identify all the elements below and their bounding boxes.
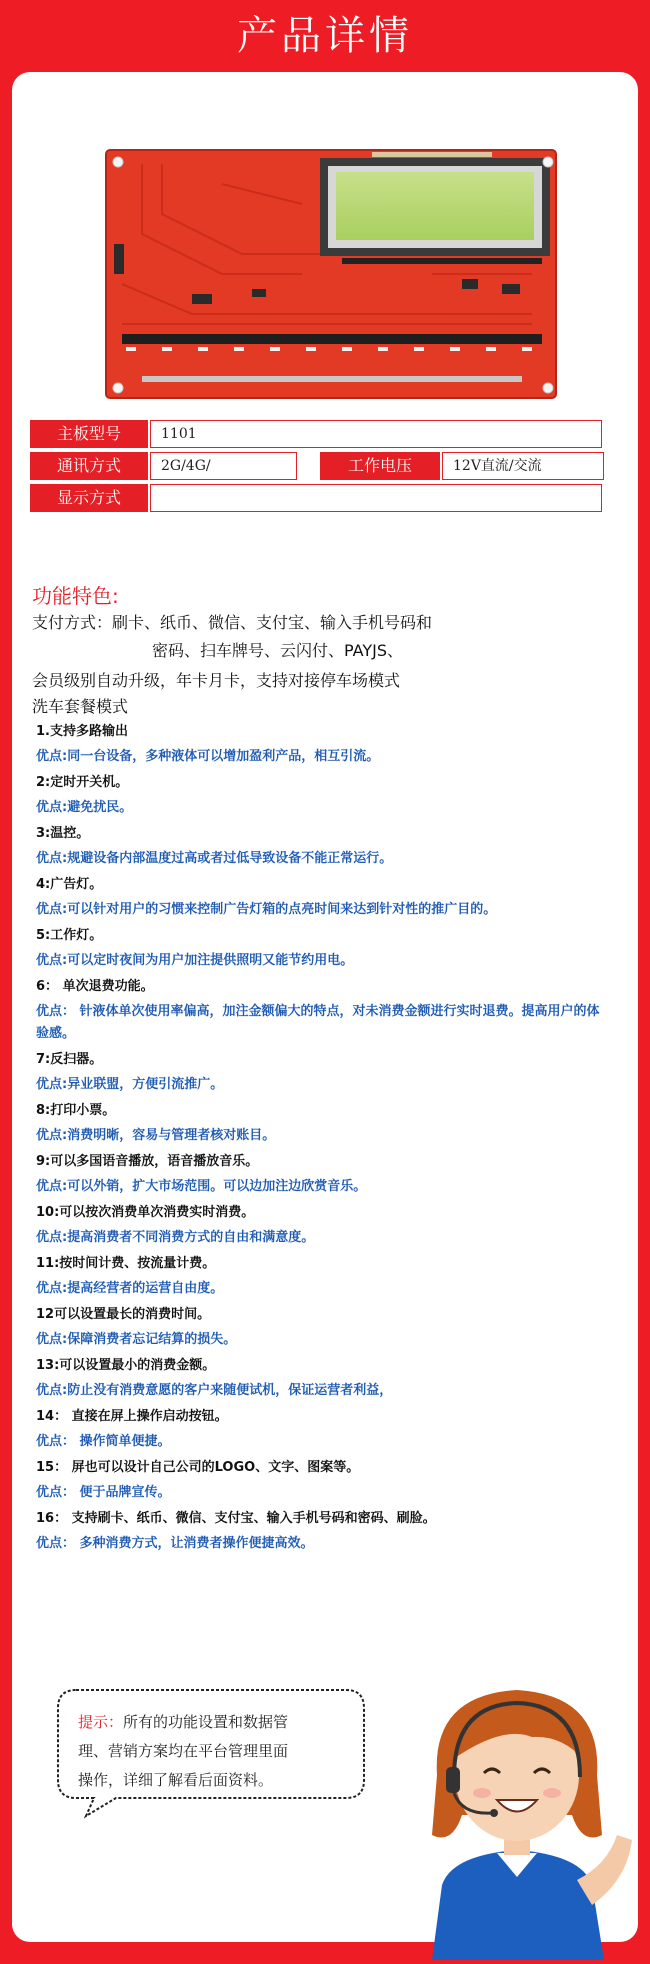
comm-value: 2G/4G/	[150, 452, 297, 480]
feature-benefit: 优点:避免扰民。	[36, 800, 133, 815]
display-value	[150, 484, 602, 512]
comm-label: 通讯方式	[30, 452, 148, 480]
feature-item	[36, 1203, 606, 1249]
tip-text-2: 理、营销方案均在平台管理里面	[78, 1742, 289, 1760]
feature-item	[36, 977, 606, 1045]
product-board-image	[102, 144, 562, 406]
feature-item	[36, 1152, 606, 1198]
feature-title: 16： 支持刷卡、纸币、微信、支付宝、输入手机号码和密码、刷脸。	[36, 1511, 436, 1526]
feature-benefit: 优点： 多种消费方式，让消费者操作便捷高效。	[36, 1536, 314, 1551]
tip-bubble	[46, 1680, 376, 1820]
feature-title: 10:可以按次消费单次消费实时消费。	[36, 1205, 255, 1220]
feature-item	[36, 824, 606, 870]
feature-benefit: 优点:防止没有消费意愿的客户来随便试机，保证运营者利益，	[36, 1383, 393, 1398]
feature-title: 11:按时间计费、按流量计费。	[36, 1256, 216, 1271]
spec-row-display	[30, 484, 602, 514]
feature-benefit: 优点:异业联盟，方便引流推广。	[36, 1077, 224, 1092]
spec-row-board-model	[30, 420, 602, 450]
feature-title: 7:反扫器。	[36, 1052, 103, 1067]
feature-title: 1.支持多路输出	[36, 724, 128, 739]
feature-benefit: 优点:提高经营者的运营自由度。	[36, 1281, 224, 1296]
feature-benefit: 优点： 便于品牌宣传。	[36, 1485, 171, 1500]
feature-item	[36, 722, 606, 768]
feature-title: 3:温控。	[36, 826, 90, 841]
feature-benefit: 优点:同一台设备，多种液体可以增加盈利产品，相互引流。	[36, 749, 380, 764]
customer-service-girl-illustration	[392, 1665, 642, 1960]
spec-table	[30, 420, 602, 516]
page-title: 产品详情	[237, 13, 413, 59]
payment-line-2: 密码、扫车牌号、云闪付、PAYJS、	[152, 641, 403, 660]
feature-item	[36, 1509, 606, 1555]
feature-item	[36, 1101, 606, 1147]
feature-title: 5:工作灯。	[36, 928, 103, 943]
tip-text	[78, 1708, 368, 1795]
payment-line-3: 会员级别自动升级，年卡月卡，支持对接停车场模式	[32, 671, 401, 690]
payment-line-4: 洗车套餐模式	[32, 697, 129, 716]
feature-title: 13:可以设置最小的消费金额。	[36, 1358, 216, 1373]
feature-benefit: 优点:可以定时夜间为用户加注提供照明又能节约用电。	[36, 953, 354, 968]
tip-text-3: 操作，详细了解看后面资料。	[78, 1771, 274, 1789]
feature-benefit: 优点:提高消费者不同消费方式的自由和满意度。	[36, 1230, 315, 1245]
feature-item	[36, 1356, 606, 1402]
feature-list	[36, 722, 606, 1560]
feature-item	[36, 1305, 606, 1351]
spec-row-comm	[30, 452, 602, 482]
feature-item	[36, 926, 606, 972]
feature-item	[36, 1407, 606, 1453]
feature-title: 8:打印小票。	[36, 1103, 116, 1118]
feature-title: 9:可以多国语音播放，语音播放音乐。	[36, 1154, 259, 1169]
feature-title: 15： 屏也可以设计自己公司的LOGO、文字、图案等。	[36, 1460, 360, 1475]
board-model-value: 1101	[150, 420, 602, 448]
feature-item	[36, 773, 606, 819]
feature-benefit: 优点： 操作简单便捷。	[36, 1434, 171, 1449]
feature-benefit: 优点:规避设备内部温度过高或者过低导致设备不能正常运行。	[36, 851, 393, 866]
display-label: 显示方式	[30, 484, 148, 512]
board-model-label: 主板型号	[30, 420, 148, 448]
feature-benefit: 优点： 针液体单次使用率偏高，加注金额偏大的特点，对未消费金额进行实时退费。提高用户的体验感。	[36, 1004, 600, 1041]
feature-item	[36, 1050, 606, 1096]
feature-title: 4:广告灯。	[36, 877, 103, 892]
feature-benefit: 优点:可以外销，扩大市场范围。可以边加注边欣赏音乐。	[36, 1179, 367, 1194]
tip-text-1: 所有的功能设置和数据管	[123, 1713, 289, 1731]
payment-line-1: 支付方式：刷卡、纸币、微信、支付宝、输入手机号码和	[32, 613, 433, 632]
feature-title: 12可以设置最长的消费时间。	[36, 1307, 211, 1322]
feature-title: 14： 直接在屏上操作启动按钮。	[36, 1409, 228, 1424]
tip-label: 提示：	[78, 1713, 124, 1731]
feature-item	[36, 1458, 606, 1504]
feature-item	[36, 875, 606, 921]
feature-title: 6： 单次退费功能。	[36, 979, 154, 994]
feature-item	[36, 1254, 606, 1300]
features-title: 功能特色:	[32, 584, 119, 608]
voltage-value: 12V直流/交流	[442, 452, 604, 480]
voltage-label: 工作电压	[320, 452, 440, 480]
feature-benefit: 优点:保障消费者忘记结算的损失。	[36, 1332, 237, 1347]
feature-benefit: 优点:可以针对用户的习惯来控制广告灯箱的点亮时间来达到针对性的推广目的。	[36, 902, 497, 917]
feature-title: 2:定时开关机。	[36, 775, 129, 790]
feature-benefit: 优点:消费明晰，容易与管理者核对账目。	[36, 1128, 276, 1143]
